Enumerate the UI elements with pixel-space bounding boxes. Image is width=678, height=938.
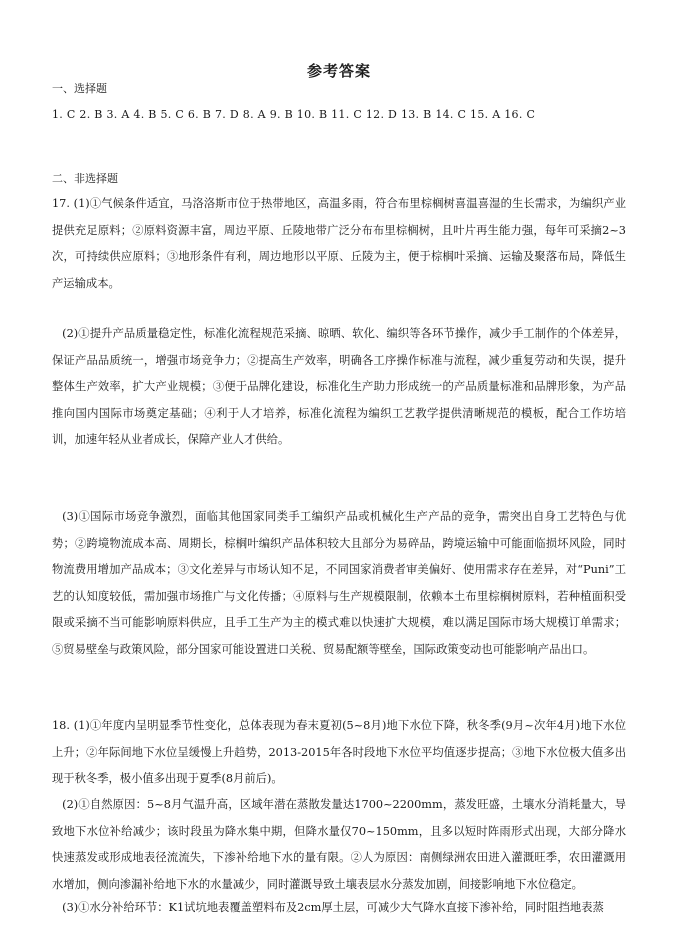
section-heading-free-response: 二、非选择题 xyxy=(52,172,118,185)
answer-q17-part2: (2)①提升产品质量稳定性，标准化流程规范采摘、晾晒、软化、编织等各环节操作，减少手工制作的个体差异，保证产品品质统一，增强市场竞争力；②提高生产效率，明确各工序操作标准与流程，减少重复劳动和失误，提升整体生产效率，扩大产业规模；③便于品牌化建设，标准化生产助力形成统一的产品质量标准和品牌形象，为产品推向国内国际市场奠定基础；④利于人才培养，标准化流程为编织工艺教学提供清晰规范的模板，配合工作坊培训，加速年轻从业者成长，保障产业人才供给。 xyxy=(52,327,626,446)
page-title: 参考答案 xyxy=(306,62,371,80)
answer-q18-part2: (2)①自然原因：5~8月气温升高，区域年潜在蒸散发量达1700~2200mm，蒸发旺盛，土壤水分消耗量大，导致地下水位补给减少；该时段虽为降水集中期，但降水量仅70~150mm，且多以短时阵雨形式出现，大部分降水快速蒸发或形成地表径流流失，下渗补给地下水的量有限。②人为原因：南侧绿洲农田进入灌溉旺季，农田灌溉用水增加，侧向渗漏补给地下水的水量减少，同时灌溉导致土壤表层水分蒸发加剧，间接影响地下水位稳定。 xyxy=(52,798,626,891)
answer-q17-part1: 17. (1)①气候条件适宜，马洛洛斯市位于热带地区，高温多雨，符合布里棕榈树喜温喜湿的生长需求，为编织产业提供充足原料；②原料资源丰富，周边平原、丘陵地带广泛分布布里棕榈树，且叶片再生能力强，每年可采摘2~3次，可持续供应原料；③地形条件有利，周边地形以平原、丘陵为主，便于棕榈叶采摘、运输及聚落布局，降低生产运输成本。 xyxy=(52,197,626,290)
answer-q18-part1: 18. (1)①年度内呈明显季节性变化，总体表现为春末夏初(5~8月)地下水位下降，秋冬季(9月~次年4月)地下水位上升；②年际间地下水位呈缓慢上升趋势，2013-2015年各时段地下水位平均值逐步提高；③地下水位极大值多出现于秋冬季，极小值多出现于夏季(8月前后)。 xyxy=(52,719,626,785)
answer-q17-part3: (3)①国际市场竞争激烈，面临其他国家同类手工编织产品或机械化生产产品的竞争，需突出自身工艺特色与优势；②跨境物流成本高、周期长，棕榈叶编织产品体积较大且部分为易碎品，跨境运输中可能面临损坏风险，同时物流费用增加产品成本；③文化差异与市场认知不足，不同国家消费者审美偏好、使用需求存在差异，对“Puni”工艺的认知度较低，需加强市场推广与文化传播；④原料与生产规模限制，依赖本土布里棕榈树原料，若种植面积受限或采摘不当可能影响原料供应，且手工生产为主的模式难以快速扩大规模，难以满足国际市场大规模订单需求；⑤贸易壁垒与政策风险，部分国家可能设置进口关税、贸易配额等壁垒，国际政策变动也可能影响产品出口。 xyxy=(52,510,626,656)
answer-q18-part3: (3)①水分补给环节：K1试坑地表覆盖塑料布及2cm厚土层，可减少大气降水直接下渗补给，同时阻挡地表蒸 xyxy=(62,901,604,914)
choice-answers-line: 1. C 2. B 3. A 4. B 5. C 6. B 7. D 8. A 9. B 10. B 11. C 12. D 13. B 14. C 15. A 16. C xyxy=(52,108,536,121)
section-heading-multiple-choice: 一、选择题 xyxy=(52,82,107,95)
